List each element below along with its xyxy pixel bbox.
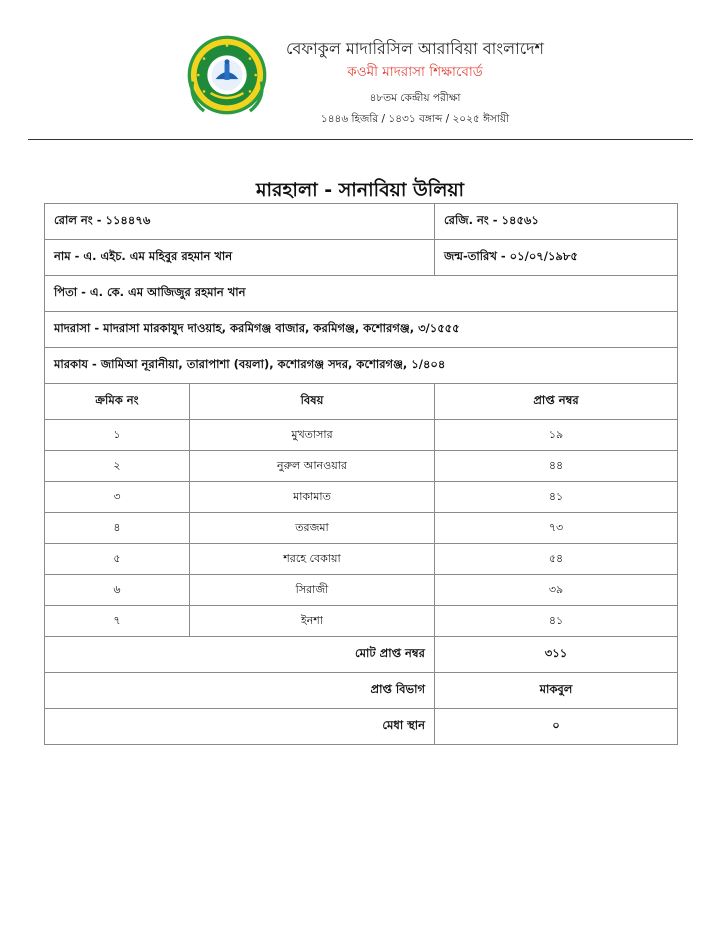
serial-cell: ৩: [45, 482, 190, 513]
table-row: [45, 420, 678, 451]
marks-cell: ৪১: [435, 606, 678, 637]
board-subtitle: কওমী মাদরাসা শিক্ষাবোর্ড: [347, 64, 483, 80]
division-label: প্রাপ্ত বিভাগ: [45, 673, 435, 709]
table-row: [45, 513, 678, 544]
subject-cell: তরজমা: [190, 513, 435, 544]
division-row: [45, 673, 678, 709]
date-of-birth: জন্ম-তারিখ - ০১/০৭/১৯৮৫: [435, 240, 678, 276]
table-row: [45, 544, 678, 575]
exam-center: মারকায - জামিআ নূরানীয়া, তারাপাশা (বয়লা), কশোরগঞ্জ সদর, কশোরগঞ্জ, ১/৪০৪: [45, 348, 678, 384]
info-row-madrasa: [45, 312, 678, 348]
exam-year: ১৪৪৬ হিজরি / ১৪৩১ বঙ্গাব্দ / ২০২৫ ঈসায়ী: [320, 113, 510, 125]
serial-cell: ৭: [45, 606, 190, 637]
info-row-roll: [45, 204, 678, 240]
info-row-name: [45, 240, 678, 276]
madrasa-name: মাদরাসা - মাদরাসা মারকাযুদ দাওয়াহ, করমিগঞ্জ বাজার, করমিগঞ্জ, কশোরগঞ্জ, ৩/১৫৫৫: [45, 312, 678, 348]
merit-row: [45, 709, 678, 745]
table-row: [45, 606, 678, 637]
marks-cell: ১৯: [435, 420, 678, 451]
page-header: [0, 0, 720, 140]
subject-cell: সিরাজী: [190, 575, 435, 606]
marks-cell: ৪১: [435, 482, 678, 513]
serial-cell: ৪: [45, 513, 190, 544]
header-divider: [28, 139, 693, 140]
table-header: [45, 384, 678, 420]
board-logo-icon: [186, 34, 268, 116]
total-row: [45, 637, 678, 673]
serial-cell: ৬: [45, 575, 190, 606]
table-row: [45, 482, 678, 513]
board-name: বেফাকুল মাদারিসিল আরাবিয়া বাংলাদেশ: [285, 39, 545, 58]
subject-cell: মাকামাত: [190, 482, 435, 513]
division-value: মাকবুল: [435, 673, 678, 709]
father-name: পিতা - এ. কে. এম আজিজুর রহমান খান: [45, 276, 678, 312]
subject-cell: ইনশা: [190, 606, 435, 637]
marks-cell: ৩৯: [435, 575, 678, 606]
column-header-subject: বিষয়: [190, 384, 435, 420]
serial-cell: ২: [45, 451, 190, 482]
exam-name: ৪৮তম কেন্দ্রীয় পরীক্ষা: [369, 92, 461, 104]
registration-number: রেজি. নং - ১৪৫৬১: [435, 204, 678, 240]
serial-cell: ৫: [45, 544, 190, 575]
info-row-father: [45, 276, 678, 312]
subject-cell: মুখতাসার: [190, 420, 435, 451]
result-table: [44, 203, 678, 745]
info-row-center: [45, 348, 678, 384]
marks-cell: ৫৪: [435, 544, 678, 575]
total-value: ৩১১: [435, 637, 678, 673]
marks-cell: ৪৪: [435, 451, 678, 482]
level-title: মারহালা - সানাবিয়া উলিয়া: [255, 179, 465, 201]
subject-cell: শরহে বেকায়া: [190, 544, 435, 575]
table-row: [45, 575, 678, 606]
header-titles: [275, 38, 555, 126]
column-header-serial: ক্রমিক নং: [45, 384, 190, 420]
roll-number: রোল নং - ১১৪৪৭৬: [45, 204, 435, 240]
column-header-marks: প্রাপ্ত নম্বর: [435, 384, 678, 420]
merit-label: মেধা স্থান: [45, 709, 435, 745]
merit-value: ০: [435, 709, 678, 745]
serial-cell: ১: [45, 420, 190, 451]
subject-cell: নুরুল আনওয়ার: [190, 451, 435, 482]
student-name: নাম - এ. এইচ. এম মহিবুর রহমান খান: [45, 240, 435, 276]
total-label: মোট প্রাপ্ত নম্বর: [45, 637, 435, 673]
marks-cell: ৭৩: [435, 513, 678, 544]
table-row: [45, 451, 678, 482]
